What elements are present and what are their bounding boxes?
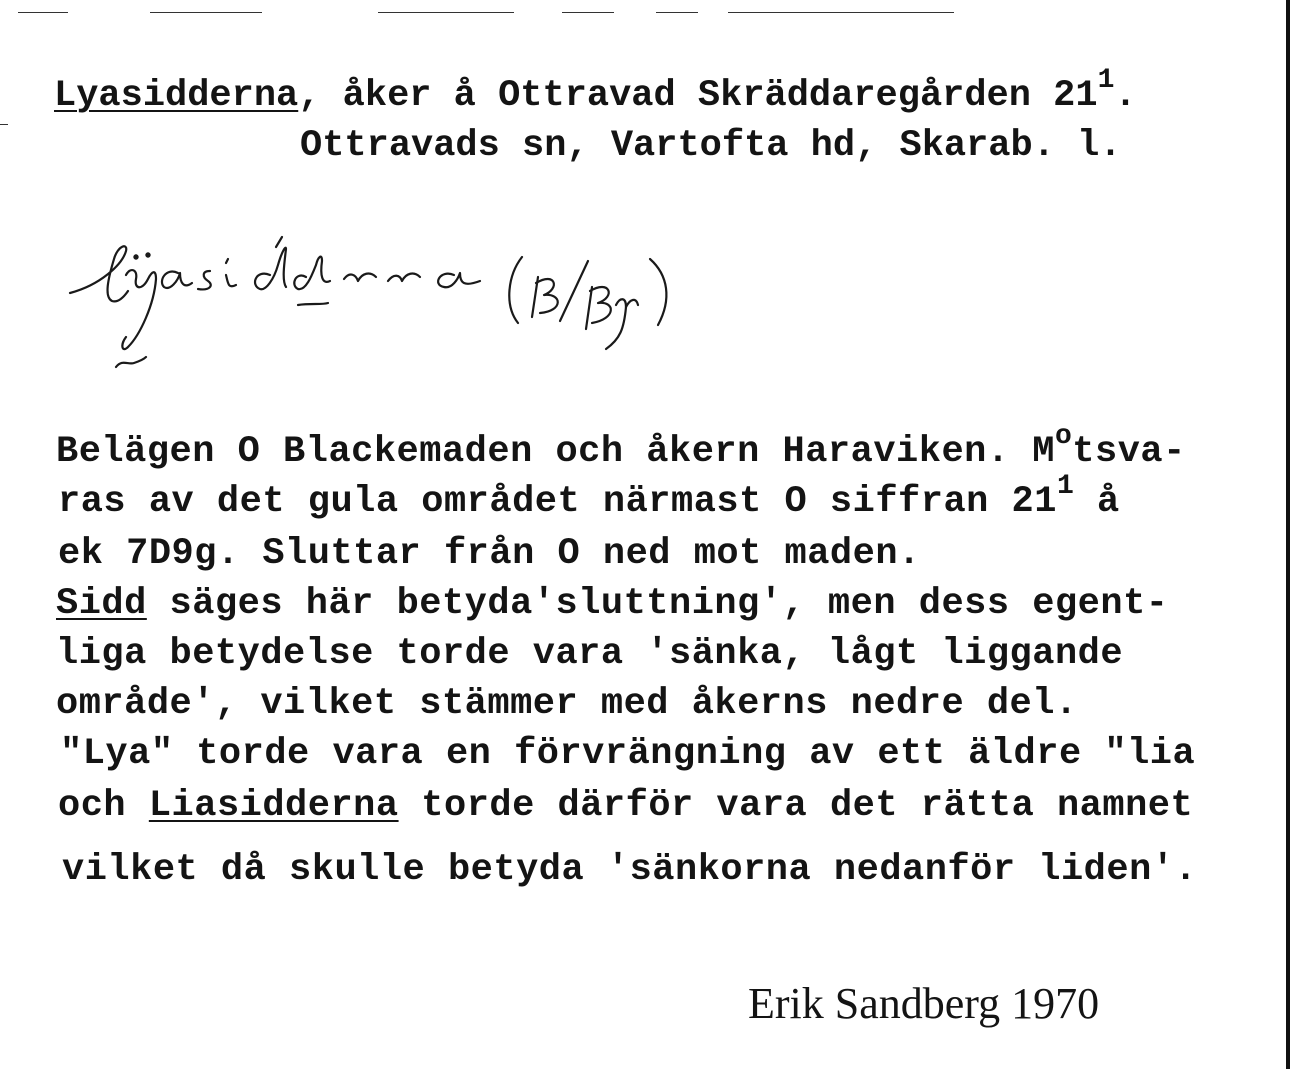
heading-superscript: 1 xyxy=(1097,65,1115,96)
body-line-8-prefix: och xyxy=(58,785,149,827)
body-line-3: ek 7D9g. Sluttar från O ned mot maden. xyxy=(58,533,921,575)
body-line-2-superscript: 1 xyxy=(1056,471,1075,502)
body-line-8-text: torde därför vara det rätta namnet xyxy=(398,785,1194,827)
body-line-2-end: å xyxy=(1074,481,1120,523)
heading-period: . xyxy=(1114,75,1137,117)
top-rule-mark xyxy=(728,12,954,13)
body-line-4 xyxy=(56,582,1169,626)
margin-mark xyxy=(0,124,8,125)
body-line-9: vilket då skulle betyda 'sänkorna nedanför liden'. xyxy=(62,849,1198,891)
body-line-2-text: ras av det gula området närmast O siffran 21 xyxy=(58,481,1057,523)
top-rule-mark xyxy=(656,12,698,13)
handwritten-dialect-form xyxy=(60,235,740,385)
top-rule-mark xyxy=(150,12,262,13)
top-rule-mark xyxy=(18,12,68,13)
place-name: Lyasidderna xyxy=(54,75,299,117)
body-line-6: område', vilket stämmer med åkerns nedre del. xyxy=(56,683,1078,725)
underlined-word-liasidderna: Liasidderna xyxy=(148,785,399,827)
body-line-5: liga betydelse torde vara 'sänka, lågt liggande xyxy=(56,633,1124,675)
body-line-4-text: säges här betyda'sluttning', men dess egent- xyxy=(146,583,1169,625)
top-rule-mark xyxy=(562,12,614,13)
heading-line-2: Ottravads sn, Vartofta hd, Skarab. l. xyxy=(300,125,1122,167)
body-line-7: "Lya" torde vara en förvrängning av ett äldre "lia xyxy=(60,733,1196,775)
body-line-1-text: Belägen O Blackemaden och åkern Haraviken. M xyxy=(56,431,1055,473)
body-line-2 xyxy=(58,471,1120,524)
body-line-1-end: tsva- xyxy=(1072,431,1186,473)
heading-line-1 xyxy=(54,65,1137,118)
heading-location: , åker å Ottravad Skräddaregården 21 xyxy=(298,75,1098,117)
body-line-1-correction: o xyxy=(1054,421,1073,452)
body-line-1 xyxy=(56,421,1186,474)
underlined-word-sidd: Sidd xyxy=(56,583,147,625)
body-line-8 xyxy=(58,784,1193,828)
top-rule-mark xyxy=(378,12,514,13)
card-edge-border xyxy=(1286,0,1290,1069)
author-signature: Erik Sandberg 1970 xyxy=(748,979,1100,1028)
